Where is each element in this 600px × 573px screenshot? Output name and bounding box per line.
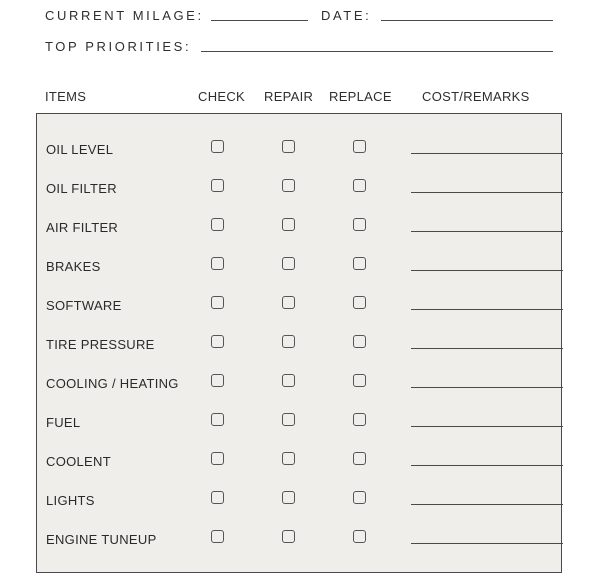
checklist-row	[37, 293, 561, 332]
repair-checkbox[interactable]	[282, 374, 295, 387]
check-checkbox[interactable]	[211, 530, 224, 543]
cost-remarks-line[interactable]	[411, 543, 563, 544]
replace-checkbox[interactable]	[353, 374, 366, 387]
column-header-check: CHECK	[198, 89, 246, 104]
checklist-row	[37, 527, 561, 566]
check-checkbox[interactable]	[211, 257, 224, 270]
checklist-item-label: SOFTWARE	[46, 298, 122, 313]
cost-remarks-line[interactable]	[411, 426, 563, 427]
column-header-items: ITEMS	[45, 89, 87, 104]
column-header-repair: REPAIR	[264, 89, 314, 104]
repair-checkbox[interactable]	[282, 296, 295, 309]
check-checkbox[interactable]	[211, 413, 224, 426]
cost-remarks-line[interactable]	[411, 270, 563, 271]
checklist-item-label: COOLENT	[46, 454, 111, 469]
checklist-row	[37, 371, 561, 410]
check-checkbox[interactable]	[211, 179, 224, 192]
check-checkbox[interactable]	[211, 374, 224, 387]
check-checkbox[interactable]	[211, 452, 224, 465]
check-checkbox[interactable]	[211, 218, 224, 231]
checklist-row	[37, 254, 561, 293]
checklist-item-label: AIR FILTER	[46, 220, 119, 235]
replace-checkbox[interactable]	[353, 296, 366, 309]
replace-checkbox[interactable]	[353, 491, 366, 504]
checklist-row	[37, 332, 561, 371]
repair-checkbox[interactable]	[282, 491, 295, 504]
checklist-row	[37, 176, 561, 215]
checklist-item-label: BRAKES	[46, 259, 101, 274]
checklist-row	[37, 137, 561, 176]
top-priorities-input-line[interactable]	[201, 51, 553, 52]
check-checkbox[interactable]	[211, 296, 224, 309]
repair-checkbox[interactable]	[282, 257, 295, 270]
repair-checkbox[interactable]	[282, 413, 295, 426]
replace-checkbox[interactable]	[353, 179, 366, 192]
check-checkbox[interactable]	[211, 140, 224, 153]
cost-remarks-line[interactable]	[411, 231, 563, 232]
top-priorities-label: TOP PRIORITIES:	[45, 39, 192, 54]
checklist-item-label: COOLING / HEATING	[46, 376, 179, 391]
cost-remarks-line[interactable]	[411, 153, 563, 154]
cost-remarks-line[interactable]	[411, 348, 563, 349]
checklist-row	[37, 449, 561, 488]
cost-remarks-line[interactable]	[411, 387, 563, 388]
checklist-item-label: OIL LEVEL	[46, 142, 114, 157]
cost-remarks-line[interactable]	[411, 465, 563, 466]
cost-remarks-line[interactable]	[411, 504, 563, 505]
checklist-item-label: ENGINE TUNEUP	[46, 532, 157, 547]
replace-checkbox[interactable]	[353, 452, 366, 465]
cost-remarks-line[interactable]	[411, 192, 563, 193]
replace-checkbox[interactable]	[353, 335, 366, 348]
repair-checkbox[interactable]	[282, 218, 295, 231]
checklist-item-label: TIRE PRESSURE	[46, 337, 155, 352]
replace-checkbox[interactable]	[353, 140, 366, 153]
checklist-row	[37, 410, 561, 449]
repair-checkbox[interactable]	[282, 335, 295, 348]
checklist-row	[37, 215, 561, 254]
checklist-row	[37, 488, 561, 527]
cost-remarks-line[interactable]	[411, 309, 563, 310]
date-input-line[interactable]	[381, 20, 553, 21]
repair-checkbox[interactable]	[282, 452, 295, 465]
checklist-item-label: OIL FILTER	[46, 181, 117, 196]
column-header-cost-remarks: COST/REMARKS	[422, 89, 530, 104]
repair-checkbox[interactable]	[282, 179, 295, 192]
date-label: DATE:	[321, 8, 372, 23]
column-header-replace: REPLACE	[329, 89, 392, 104]
repair-checkbox[interactable]	[282, 530, 295, 543]
check-checkbox[interactable]	[211, 335, 224, 348]
current-milage-input-line[interactable]	[211, 20, 308, 21]
replace-checkbox[interactable]	[353, 530, 366, 543]
replace-checkbox[interactable]	[353, 413, 366, 426]
repair-checkbox[interactable]	[282, 140, 295, 153]
replace-checkbox[interactable]	[353, 257, 366, 270]
current-milage-label: CURRENT MILAGE:	[45, 8, 204, 23]
checklist-item-label: FUEL	[46, 415, 81, 430]
replace-checkbox[interactable]	[353, 218, 366, 231]
checklist-panel	[36, 113, 562, 573]
checklist-item-label: LIGHTS	[46, 493, 95, 508]
check-checkbox[interactable]	[211, 491, 224, 504]
